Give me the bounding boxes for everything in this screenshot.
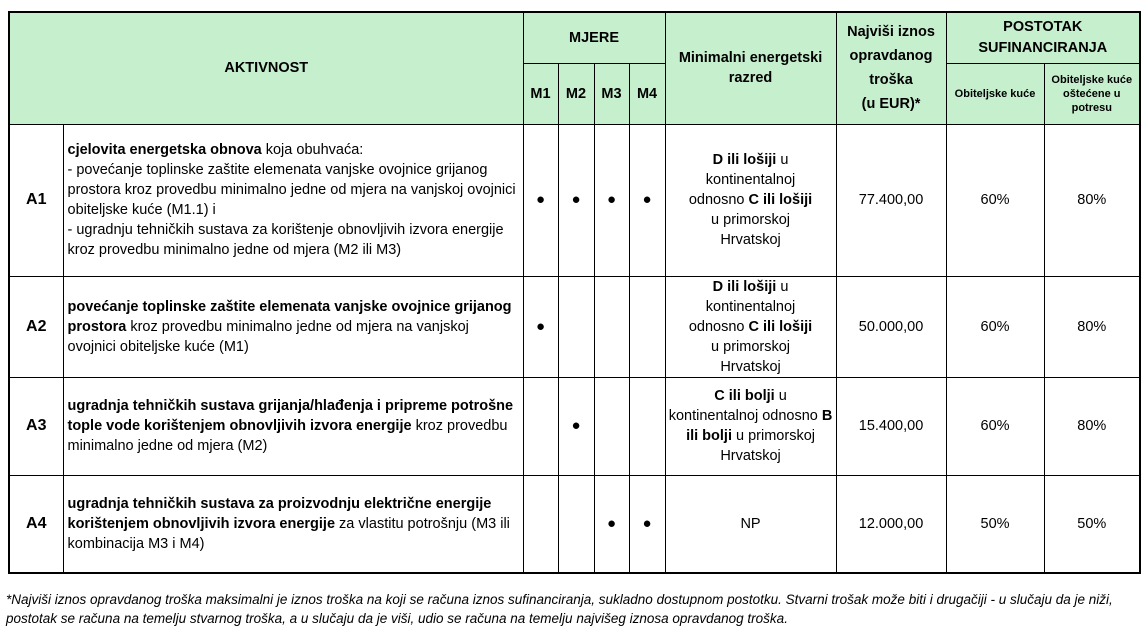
row-description	[63, 377, 523, 475]
pct-family-value: 60%	[946, 276, 1044, 377]
energy-class-coastal: C ili lošiji	[748, 318, 813, 335]
max-cost-value: 15.400,00	[836, 377, 946, 475]
energy-class-cell: NP	[665, 475, 836, 573]
pct-damaged-value: 80%	[1044, 124, 1140, 276]
energy-class-text: u primorskoj Hrvatskoj	[711, 212, 791, 248]
pct-family-value: 60%	[946, 377, 1044, 475]
energy-class-text: u kontinentalnoj odnosno	[688, 152, 796, 208]
energy-class-coastal: C ili lošiji	[748, 192, 813, 208]
row-description-line: - povećanje toplinske zaštite elemenata vanjske ovojnice grijanog prostora kroz provedbu minimalno jedne od mjera na vanjskoj ovojnici obiteljske kuće (M1.1) i	[67, 162, 516, 218]
measure-m4-dot	[629, 276, 665, 377]
measure-m3-dot: ●	[594, 475, 629, 573]
header-max-cost-unit: (u EUR)*	[861, 96, 921, 113]
row-description	[63, 276, 523, 377]
energy-class-text: u primorskoj Hrvatskoj	[711, 338, 791, 375]
row-code: A2	[9, 276, 63, 377]
header-damaged-houses	[1044, 63, 1140, 124]
energy-class-text: u kontinentalnoj odnosno	[668, 388, 822, 424]
header-m1: M1	[523, 63, 558, 124]
energy-class-coastal: B ili bolji	[686, 408, 833, 444]
header-family-houses: Obiteljske kuće	[946, 63, 1044, 124]
measure-m1-dot: ●	[523, 276, 558, 377]
header-damaged-houses-line1: Obiteljske kuće	[1051, 73, 1133, 86]
header-activity: AKTIVNOST	[9, 12, 523, 124]
cofinancing-table	[8, 11, 1141, 574]
measure-m4-dot	[629, 377, 665, 475]
row-code: A4	[9, 475, 63, 573]
header-max-cost	[836, 12, 946, 124]
pct-damaged-value: 80%	[1044, 276, 1140, 377]
header-damaged-houses-line2: oštećene u potresu	[1063, 87, 1121, 114]
row-description-rest: za vlastitu potrošnju (M3 ili kombinacija M3 i M4)	[67, 515, 510, 552]
measure-m1-dot	[523, 377, 558, 475]
measure-m3-dot: ●	[594, 124, 629, 276]
pct-damaged-value: 50%	[1044, 475, 1140, 573]
row-description-bold: ugradnja tehničkih sustava grijanja/hlađenja i pripreme potrošne tople vode korištenjem obnovljivih izvora energije	[67, 398, 514, 434]
measure-m1-dot	[523, 475, 558, 573]
table-row	[9, 124, 1140, 276]
measure-m3-dot	[594, 377, 629, 475]
measure-m4-dot: ●	[629, 124, 665, 276]
measure-m1-dot: ●	[523, 124, 558, 276]
energy-class-continental: D ili lošiji	[712, 152, 777, 168]
header-m3: M3	[594, 63, 629, 124]
header-measures: MJERE	[523, 12, 665, 63]
row-description-bold: cjelovita energetska obnova	[67, 142, 262, 158]
pct-damaged-value: 80%	[1044, 377, 1140, 475]
row-description-bold: povećanje toplinske zaštite elemenata vanjske ovojnice grijanog prostora	[67, 298, 512, 335]
footnote: *Najviši iznos opravdanog troška maksimalni je iznos troška na koji se računa iznos sufinanciranja, sukladno dostupnom postotku. Stvarni trošak može biti i drugačiji - u slučaju da je niži, postotak se računa na temelju stvarnog troška, a u slučaju da je viši, udio se računa na temelju najvišeg iznosa opravdanog troška.	[6, 592, 1113, 626]
pct-family-value: 50%	[946, 475, 1044, 573]
table-row	[9, 276, 1140, 377]
header-m4: M4	[629, 63, 665, 124]
row-description	[63, 124, 523, 276]
energy-class-continental: C ili bolji	[714, 388, 775, 404]
row-description-bold: ugradnja tehničkih sustava za proizvodnju električne energije korištenjem obnovljivih izvora energije	[67, 495, 492, 532]
measure-m4-dot: ●	[629, 475, 665, 573]
measure-m2-dot: ●	[558, 124, 594, 276]
energy-class-text: u kontinentalnoj odnosno	[688, 278, 796, 335]
row-description-rest: kroz provedbu minimalno jedne od mjera na vanjskoj ovojnici obiteljske kuće (M1)	[67, 318, 469, 355]
max-cost-value: 12.000,00	[836, 475, 946, 573]
measure-m2-dot: ●	[558, 377, 594, 475]
header-m2: M2	[558, 63, 594, 124]
row-description	[63, 475, 523, 573]
pct-family-value: 60%	[946, 124, 1044, 276]
measure-m2-dot	[558, 276, 594, 377]
row-code: A3	[9, 377, 63, 475]
measure-m3-dot	[594, 276, 629, 377]
energy-class-cell	[665, 377, 836, 475]
energy-class-text: u primorskoj Hrvatskoj	[720, 428, 815, 464]
header-energy-class: Minimalni energetski razred	[665, 12, 836, 124]
energy-class-cell	[665, 276, 836, 377]
max-cost-value: 77.400,00	[836, 124, 946, 276]
header-max-cost-label: Najviši iznos opravdanog troška	[847, 24, 935, 89]
energy-class-cell	[665, 124, 836, 276]
row-description-rest: koja obuhvaća:	[261, 142, 364, 158]
row-code: A1	[9, 124, 63, 276]
table-row	[9, 475, 1140, 573]
table-row	[9, 377, 1140, 475]
measure-m2-dot	[558, 475, 594, 573]
header-cofinancing: POSTOTAK SUFINANCIRANJA	[946, 12, 1140, 63]
row-description-line: - ugradnju tehničkih sustava za korištenje obnovljivih izvora energije kroz provedbu minimalno jedne od mjera (M2 ili M3)	[67, 222, 504, 258]
max-cost-value: 50.000,00	[836, 276, 946, 377]
row-description-rest: kroz provedbu minimalno jedne od mjera (M2)	[67, 418, 508, 454]
row-description-line	[68, 140, 519, 160]
energy-class-continental: D ili lošiji	[712, 278, 777, 295]
